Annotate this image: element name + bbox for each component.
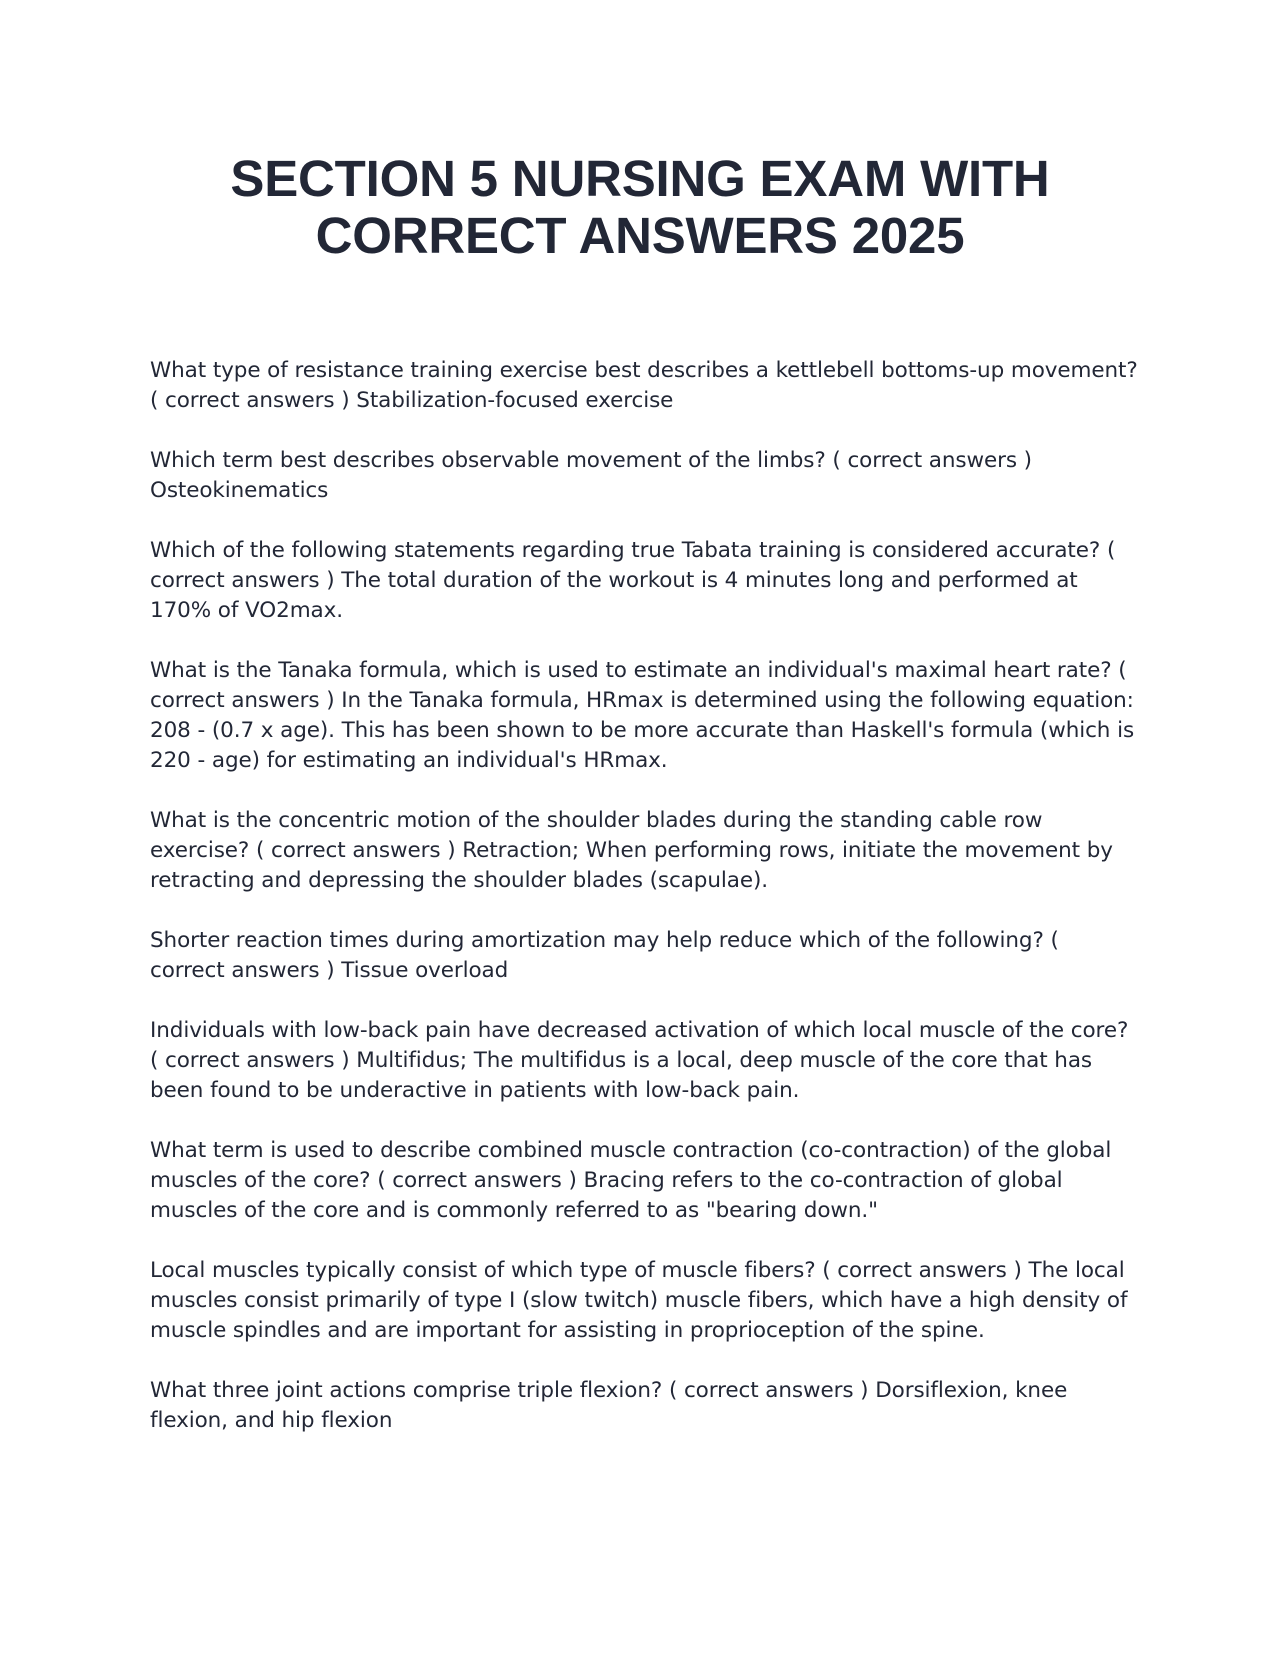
answer-text: In the Tanaka formula, HRmax is determined using the following equation: 208 - (0.7 x age). This has been shown to be more accurate than Haskell's formula (which is 220 - age) for estimating an individual's HRmax. [150,688,1135,773]
qa-item [150,806,1140,896]
answer-text: Stabilization-focused exercise [356,388,674,413]
answer-marker: ( correct answers ) [668,1378,869,1403]
answer-marker: ( correct answers ) [832,448,1032,473]
title-line-2: CORRECT ANSWERS 2025 [315,207,965,264]
question-text: What type of resistance training exercise best describes a kettlebell bottoms-up movement? [150,358,1138,383]
answer-marker: ( correct answers ) [150,1048,350,1073]
answer-marker: ( correct answers ) [150,658,1127,713]
answer-text: Tissue overload [341,958,509,983]
question-text: Individuals with low-back pain have decreased activation of which local muscle of the core? [150,1018,1129,1043]
answer-text: The total duration of the workout is 4 minutes long and performed at 170% of VO2max. [150,568,1078,623]
qa-item [150,1016,1140,1106]
qa-item [150,1256,1140,1346]
document-title [140,150,1140,264]
question-text: What is the Tanaka formula, which is used to estimate an individual's maximal heart rate? [150,658,1112,683]
answer-text: Retraction; When performing rows, initiate the movement by retracting and depressing the shoulder blades (scapulae). [150,838,1113,893]
qa-item [150,656,1140,776]
answer-text: The local muscles consist primarily of type I (slow twitch) muscle fibers, which have a high density of muscle spindles and are important for assisting in proprioception of the spine. [150,1258,1128,1343]
answer-marker: ( correct answers ) [822,1258,1022,1283]
question-text: Which of the following statements regarding true Tabata training is considered accurate? [150,538,1101,563]
qa-list [150,356,1140,1466]
qa-item [150,1376,1140,1436]
qa-item [150,356,1140,416]
question-text: Which term best describes observable movement of the limbs? [150,448,826,473]
answer-marker: ( correct answers ) [255,838,456,863]
question-text: Local muscles typically consist of which type of muscle fibers? [150,1258,816,1283]
answer-marker: ( correct answers ) [150,928,1059,983]
question-text: What is the concentric motion of the shoulder blades during the standing cable row exercise? [150,808,1043,863]
answer-text: Osteokinematics [150,478,329,503]
answer-marker: ( correct answers ) [150,388,350,413]
answer-text: Bracing refers to the co-contraction of global muscles of the core and is commonly referred to as "bearing down." [150,1168,1063,1223]
answer-text: Multifidus; The multifidus is a local, deep muscle of the core that has been found to be underactive in patients with low-back pain. [150,1048,1093,1103]
question-text: What term is used to describe combined muscle contraction (co-contraction) of the global muscles of the core? [150,1138,1112,1193]
title-line-1: SECTION 5 NURSING EXAM WITH [230,150,1050,207]
question-text: What three joint actions comprise triple flexion? [150,1378,663,1403]
qa-item [150,1136,1140,1226]
answer-text: Dorsiflexion, knee flexion, and hip flexion [150,1378,1068,1433]
answer-marker: ( correct answers ) [377,1168,577,1193]
qa-item [150,446,1140,506]
answer-marker: ( correct answers ) [150,538,1116,593]
qa-item [150,926,1140,986]
question-text: Shorter reaction times during amortization may help reduce which of the following? [150,928,1044,953]
qa-item [150,536,1140,626]
